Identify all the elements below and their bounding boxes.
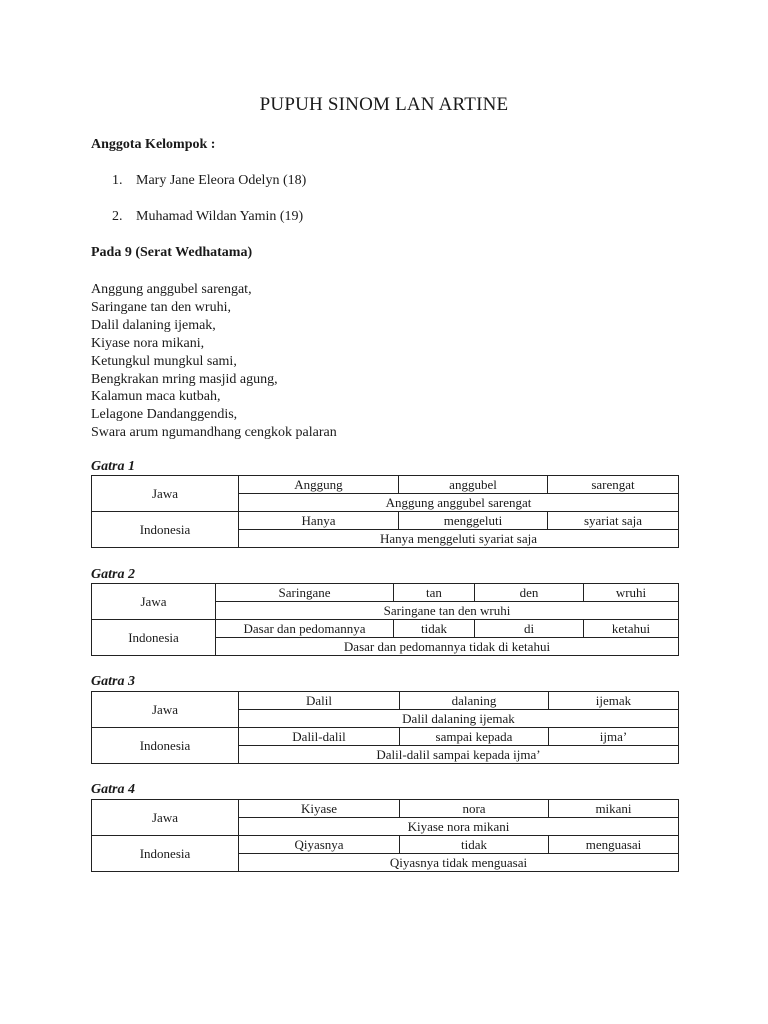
gatra-table <box>91 583 679 656</box>
gatra-label: Gatra 1 <box>91 459 135 474</box>
gatra-table <box>91 799 679 872</box>
poem-line: Ketungkul mungkul sami, <box>91 353 237 369</box>
poem-line: Anggung anggubel sarengat, <box>91 282 252 297</box>
group-label: Anggota Kelompok : <box>91 137 216 152</box>
indonesia-word-cell: di <box>475 620 584 638</box>
indonesia-full-cell: Dasar dan pedomannya tidak di ketahui <box>216 638 679 656</box>
jawa-full-cell: Anggung anggubel sarengat <box>239 494 679 512</box>
indonesia-full-cell: Dalil-dalil sampai kepada ijma’ <box>239 746 679 764</box>
jawa-full-cell: Kiyase nora mikani <box>239 818 679 836</box>
poem-line: Kiyase nora mikani, <box>91 335 205 351</box>
jawa-word-cell: Saringane <box>216 584 394 602</box>
jawa-full-cell: Dalil dalaning ijemak <box>239 710 679 728</box>
poem-line: Swara arum ngumandhang cengkok palaran <box>91 425 337 441</box>
pada-heading: Pada 9 (Serat Wedhatama) <box>91 245 253 260</box>
poem-line: Lelagone Dandanggendis, <box>91 407 238 423</box>
indonesia-word-cell: Dalil-dalil <box>239 728 400 746</box>
gatra-table <box>91 475 679 548</box>
gatra-table <box>91 691 679 764</box>
jawa-word-cell: wruhi <box>584 584 679 602</box>
poem-line: Dalil dalaning ijemak, <box>91 317 216 333</box>
jawa-word-cell: anggubel <box>399 476 548 494</box>
indonesia-word-cell: sampai kepada <box>400 728 549 746</box>
poem-line: Kalamun maca kutbah, <box>91 389 221 405</box>
jawa-full-cell: Saringane tan den wruhi <box>216 602 679 620</box>
jawa-word-cell: Anggung <box>239 476 399 494</box>
indonesia-word-cell: menggeluti <box>399 512 548 530</box>
indonesia-full-cell: Qiyasnya tidak menguasai <box>239 854 679 872</box>
jawa-label-cell: Jawa <box>92 584 216 620</box>
member-number: 2. <box>112 209 123 224</box>
indonesia-label-cell: Indonesia <box>92 836 239 872</box>
indonesia-label-cell: Indonesia <box>92 512 239 548</box>
member-item <box>112 173 306 189</box>
poem-line: Saringane tan den wruhi, <box>91 299 231 315</box>
indonesia-word-cell: tidak <box>394 620 475 638</box>
indonesia-word-cell: Hanya <box>239 512 399 530</box>
jawa-word-cell: nora <box>400 800 549 818</box>
jawa-word-cell: Dalil <box>239 692 400 710</box>
indonesia-label-cell: Indonesia <box>92 620 216 656</box>
jawa-word-cell: Kiyase <box>239 800 400 818</box>
member-name: Mary Jane Eleora Odelyn (18) <box>136 173 307 188</box>
jawa-label-cell: Jawa <box>92 692 239 728</box>
poem-line: Bengkrakan mring masjid agung, <box>91 371 278 387</box>
member-name: Muhamad Wildan Yamin (19) <box>136 209 304 224</box>
gatra-label: Gatra 3 <box>91 674 135 689</box>
jawa-word-cell: den <box>475 584 584 602</box>
indonesia-label-cell: Indonesia <box>92 728 239 764</box>
indonesia-word-cell: tidak <box>400 836 549 854</box>
indonesia-word-cell: Dasar dan pedomannya <box>216 620 394 638</box>
jawa-word-cell: mikani <box>549 800 679 818</box>
poem-stanza <box>91 281 337 442</box>
jawa-word-cell: ijemak <box>549 692 679 710</box>
member-item <box>112 209 303 225</box>
indonesia-full-cell: Hanya menggeluti syariat saja <box>239 530 679 548</box>
jawa-word-cell: dalaning <box>400 692 549 710</box>
jawa-word-cell: tan <box>394 584 475 602</box>
indonesia-word-cell: Qiyasnya <box>239 836 400 854</box>
jawa-label-cell: Jawa <box>92 476 239 512</box>
jawa-word-cell: sarengat <box>548 476 679 494</box>
jawa-label-cell: Jawa <box>92 800 239 836</box>
member-number: 1. <box>112 173 123 188</box>
indonesia-word-cell: menguasai <box>549 836 679 854</box>
gatra-label: Gatra 4 <box>91 782 135 797</box>
page-title: PUPUH SINOM LAN ARTINE <box>259 94 509 115</box>
gatra-label: Gatra 2 <box>91 567 135 582</box>
indonesia-word-cell: ketahui <box>584 620 679 638</box>
indonesia-word-cell: syariat saja <box>548 512 679 530</box>
indonesia-word-cell: ijma’ <box>549 728 679 746</box>
